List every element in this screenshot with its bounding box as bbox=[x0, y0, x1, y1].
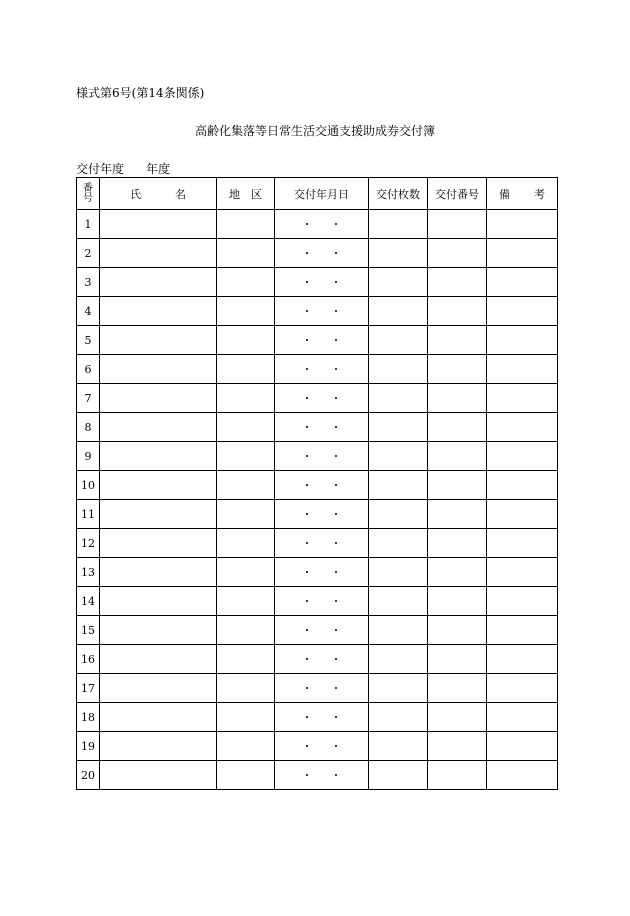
district-cell bbox=[217, 616, 275, 645]
date-separator: ・ bbox=[330, 421, 342, 434]
district-cell bbox=[217, 239, 275, 268]
issue-number-cell bbox=[428, 297, 487, 326]
name-cell bbox=[100, 384, 217, 413]
name-cell bbox=[100, 210, 217, 239]
date-separator: ・ bbox=[330, 624, 342, 637]
issue-count-cell bbox=[369, 616, 428, 645]
table-row bbox=[77, 239, 558, 268]
issue-date-cell bbox=[275, 558, 369, 587]
col-district-b: 区 bbox=[251, 187, 262, 201]
district-cell bbox=[217, 587, 275, 616]
date-separator: ・ bbox=[301, 508, 313, 521]
issue-number-cell bbox=[428, 674, 487, 703]
col-number-top: 番 bbox=[83, 182, 93, 194]
table-row bbox=[77, 645, 558, 674]
date-separator: ・ bbox=[301, 276, 313, 289]
issue-date-cell bbox=[275, 413, 369, 442]
district-cell bbox=[217, 732, 275, 761]
col-issue-number-header: 交付番号 bbox=[428, 178, 487, 210]
table-row bbox=[77, 210, 558, 239]
table-row bbox=[77, 616, 558, 645]
date-separator: ・ bbox=[330, 769, 342, 782]
table-row bbox=[77, 326, 558, 355]
date-separator: ・ bbox=[330, 566, 342, 579]
issue-date-cell bbox=[275, 297, 369, 326]
name-cell bbox=[100, 529, 217, 558]
row-number-cell: 6 bbox=[77, 355, 100, 384]
district-cell bbox=[217, 703, 275, 732]
date-separator: ・ bbox=[301, 769, 313, 782]
district-cell bbox=[217, 471, 275, 500]
district-cell bbox=[217, 210, 275, 239]
name-cell bbox=[100, 703, 217, 732]
issue-count-cell bbox=[369, 471, 428, 500]
remarks-cell bbox=[487, 471, 558, 500]
remarks-cell bbox=[487, 732, 558, 761]
table-row bbox=[77, 761, 558, 790]
issue-count-cell bbox=[369, 413, 428, 442]
issue-year-line bbox=[76, 160, 170, 177]
row-number-cell: 1 bbox=[77, 210, 100, 239]
col-remarks-a: 備 bbox=[499, 187, 510, 201]
name-cell bbox=[100, 268, 217, 297]
remarks-cell bbox=[487, 239, 558, 268]
date-separator: ・ bbox=[301, 334, 313, 347]
remarks-cell bbox=[487, 761, 558, 790]
col-number-header bbox=[77, 178, 100, 210]
row-number-cell: 15 bbox=[77, 616, 100, 645]
issue-number-cell bbox=[428, 732, 487, 761]
table-row bbox=[77, 732, 558, 761]
date-separator: ・ bbox=[301, 711, 313, 724]
issue-count-cell bbox=[369, 645, 428, 674]
issue-date-cell bbox=[275, 674, 369, 703]
district-cell bbox=[217, 355, 275, 384]
remarks-cell bbox=[487, 616, 558, 645]
issue-number-cell bbox=[428, 529, 487, 558]
row-number-cell: 11 bbox=[77, 500, 100, 529]
issue-number-cell bbox=[428, 268, 487, 297]
row-number-cell: 8 bbox=[77, 413, 100, 442]
date-separator: ・ bbox=[301, 479, 313, 492]
table-row bbox=[77, 384, 558, 413]
remarks-cell bbox=[487, 587, 558, 616]
district-cell bbox=[217, 674, 275, 703]
date-separator: ・ bbox=[330, 682, 342, 695]
date-separator: ・ bbox=[301, 682, 313, 695]
row-number-cell: 17 bbox=[77, 674, 100, 703]
table-row bbox=[77, 529, 558, 558]
remarks-cell bbox=[487, 558, 558, 587]
table-row bbox=[77, 471, 558, 500]
issue-count-cell bbox=[369, 210, 428, 239]
name-cell bbox=[100, 761, 217, 790]
date-separator: ・ bbox=[301, 247, 313, 260]
date-separator: ・ bbox=[301, 392, 313, 405]
issue-count-cell bbox=[369, 500, 428, 529]
table-row bbox=[77, 442, 558, 471]
date-separator: ・ bbox=[330, 334, 342, 347]
row-number-cell: 14 bbox=[77, 587, 100, 616]
district-cell bbox=[217, 297, 275, 326]
issue-count-cell bbox=[369, 297, 428, 326]
date-separator: ・ bbox=[301, 421, 313, 434]
remarks-cell bbox=[487, 674, 558, 703]
date-separator: ・ bbox=[330, 392, 342, 405]
date-separator: ・ bbox=[301, 218, 313, 231]
date-separator: ・ bbox=[301, 305, 313, 318]
table-row bbox=[77, 674, 558, 703]
remarks-cell bbox=[487, 500, 558, 529]
name-cell bbox=[100, 732, 217, 761]
issue-number-cell bbox=[428, 761, 487, 790]
issue-number-cell bbox=[428, 616, 487, 645]
col-district-a: 地 bbox=[229, 187, 240, 201]
row-number-cell: 20 bbox=[77, 761, 100, 790]
issue-date-cell bbox=[275, 384, 369, 413]
issue-number-cell bbox=[428, 587, 487, 616]
remarks-cell bbox=[487, 268, 558, 297]
remarks-cell bbox=[487, 326, 558, 355]
row-number-cell: 5 bbox=[77, 326, 100, 355]
issue-date-cell bbox=[275, 210, 369, 239]
district-cell bbox=[217, 326, 275, 355]
date-separator: ・ bbox=[330, 276, 342, 289]
row-number-cell: 2 bbox=[77, 239, 100, 268]
table-row bbox=[77, 703, 558, 732]
district-cell bbox=[217, 413, 275, 442]
table-row bbox=[77, 587, 558, 616]
date-separator: ・ bbox=[330, 479, 342, 492]
table-row bbox=[77, 268, 558, 297]
col-remarks-b: 考 bbox=[534, 187, 545, 201]
name-cell bbox=[100, 558, 217, 587]
date-separator: ・ bbox=[330, 740, 342, 753]
table-row bbox=[77, 297, 558, 326]
issue-number-cell bbox=[428, 413, 487, 442]
name-cell bbox=[100, 326, 217, 355]
issue-count-cell bbox=[369, 558, 428, 587]
col-number-bottom: 号 bbox=[83, 192, 93, 204]
issue-year-unit: 年度 bbox=[146, 162, 171, 176]
name-cell bbox=[100, 587, 217, 616]
page-title: 高齢化集落等日常生活交通支援助成券交付簿 bbox=[194, 124, 435, 138]
issue-number-cell bbox=[428, 471, 487, 500]
remarks-cell bbox=[487, 442, 558, 471]
issue-date-cell bbox=[275, 761, 369, 790]
issue-date-cell bbox=[275, 529, 369, 558]
name-cell bbox=[100, 471, 217, 500]
row-number-cell: 3 bbox=[77, 268, 100, 297]
issue-count-cell bbox=[369, 587, 428, 616]
remarks-cell bbox=[487, 703, 558, 732]
date-separator: ・ bbox=[301, 740, 313, 753]
table-row bbox=[77, 355, 558, 384]
issue-date-cell bbox=[275, 587, 369, 616]
district-cell bbox=[217, 529, 275, 558]
remarks-cell bbox=[487, 529, 558, 558]
col-name-b: 名 bbox=[175, 187, 186, 201]
row-number-cell: 13 bbox=[77, 558, 100, 587]
issue-number-cell bbox=[428, 210, 487, 239]
issue-count-cell bbox=[369, 326, 428, 355]
date-separator: ・ bbox=[330, 305, 342, 318]
issue-number-cell bbox=[428, 645, 487, 674]
issue-number-cell bbox=[428, 442, 487, 471]
row-number-cell: 18 bbox=[77, 703, 100, 732]
issue-date-cell bbox=[275, 442, 369, 471]
row-number-cell: 12 bbox=[77, 529, 100, 558]
issue-number-cell bbox=[428, 384, 487, 413]
issue-number-cell bbox=[428, 558, 487, 587]
date-separator: ・ bbox=[330, 247, 342, 260]
name-cell bbox=[100, 645, 217, 674]
date-separator: ・ bbox=[301, 595, 313, 608]
issue-date-cell bbox=[275, 268, 369, 297]
district-cell bbox=[217, 384, 275, 413]
issue-number-cell bbox=[428, 239, 487, 268]
issue-number-cell bbox=[428, 703, 487, 732]
issue-count-cell bbox=[369, 384, 428, 413]
name-cell bbox=[100, 239, 217, 268]
name-cell bbox=[100, 355, 217, 384]
issue-date-cell bbox=[275, 355, 369, 384]
date-separator: ・ bbox=[330, 450, 342, 463]
remarks-cell bbox=[487, 297, 558, 326]
row-number-cell: 7 bbox=[77, 384, 100, 413]
date-separator: ・ bbox=[301, 624, 313, 637]
date-separator: ・ bbox=[330, 508, 342, 521]
table-row bbox=[77, 413, 558, 442]
remarks-cell bbox=[487, 413, 558, 442]
issue-date-cell bbox=[275, 326, 369, 355]
row-number-cell: 9 bbox=[77, 442, 100, 471]
issue-date-cell bbox=[275, 703, 369, 732]
col-name-header bbox=[100, 178, 217, 210]
col-district-header bbox=[217, 178, 275, 210]
issue-count-cell bbox=[369, 529, 428, 558]
issue-count-cell bbox=[369, 732, 428, 761]
district-cell bbox=[217, 761, 275, 790]
issue-date-cell bbox=[275, 471, 369, 500]
date-separator: ・ bbox=[330, 218, 342, 231]
date-separator: ・ bbox=[301, 653, 313, 666]
issue-date-cell bbox=[275, 616, 369, 645]
col-remarks-header bbox=[487, 178, 558, 210]
issue-date-cell bbox=[275, 239, 369, 268]
row-number-cell: 4 bbox=[77, 297, 100, 326]
date-separator: ・ bbox=[330, 711, 342, 724]
table-row bbox=[77, 500, 558, 529]
date-separator: ・ bbox=[301, 566, 313, 579]
form-number: 様式第6号(第14条関係) bbox=[76, 86, 205, 100]
issue-count-cell bbox=[369, 268, 428, 297]
issue-count-cell bbox=[369, 442, 428, 471]
col-name-a: 氏 bbox=[130, 187, 141, 201]
district-cell bbox=[217, 442, 275, 471]
col-issue-date-header: 交付年月日 bbox=[275, 178, 369, 210]
row-number-cell: 16 bbox=[77, 645, 100, 674]
date-separator: ・ bbox=[301, 450, 313, 463]
issue-date-cell bbox=[275, 645, 369, 674]
remarks-cell bbox=[487, 645, 558, 674]
col-issue-count-header: 交付枚数 bbox=[369, 178, 428, 210]
district-cell bbox=[217, 500, 275, 529]
issue-count-cell bbox=[369, 761, 428, 790]
district-cell bbox=[217, 645, 275, 674]
date-separator: ・ bbox=[301, 363, 313, 376]
name-cell bbox=[100, 297, 217, 326]
remarks-cell bbox=[487, 384, 558, 413]
remarks-cell bbox=[487, 210, 558, 239]
issue-number-cell bbox=[428, 500, 487, 529]
date-separator: ・ bbox=[330, 595, 342, 608]
issue-count-cell bbox=[369, 239, 428, 268]
issue-count-cell bbox=[369, 703, 428, 732]
row-number-cell: 19 bbox=[77, 732, 100, 761]
row-number-cell: 10 bbox=[77, 471, 100, 500]
date-separator: ・ bbox=[330, 363, 342, 376]
name-cell bbox=[100, 413, 217, 442]
name-cell bbox=[100, 442, 217, 471]
issue-date-cell bbox=[275, 732, 369, 761]
issue-date-cell bbox=[275, 500, 369, 529]
name-cell bbox=[100, 500, 217, 529]
district-cell bbox=[217, 268, 275, 297]
date-separator: ・ bbox=[330, 653, 342, 666]
remarks-cell bbox=[487, 355, 558, 384]
issue-number-cell bbox=[428, 355, 487, 384]
date-separator: ・ bbox=[330, 537, 342, 550]
issue-count-cell bbox=[369, 355, 428, 384]
name-cell bbox=[100, 674, 217, 703]
table-row bbox=[77, 558, 558, 587]
issue-year-label: 交付年度 bbox=[76, 162, 125, 176]
district-cell bbox=[217, 558, 275, 587]
header-row bbox=[77, 178, 558, 210]
issue-count-cell bbox=[369, 674, 428, 703]
date-separator: ・ bbox=[301, 537, 313, 550]
issue-number-cell bbox=[428, 326, 487, 355]
name-cell bbox=[100, 616, 217, 645]
issue-ledger-table bbox=[76, 177, 558, 790]
